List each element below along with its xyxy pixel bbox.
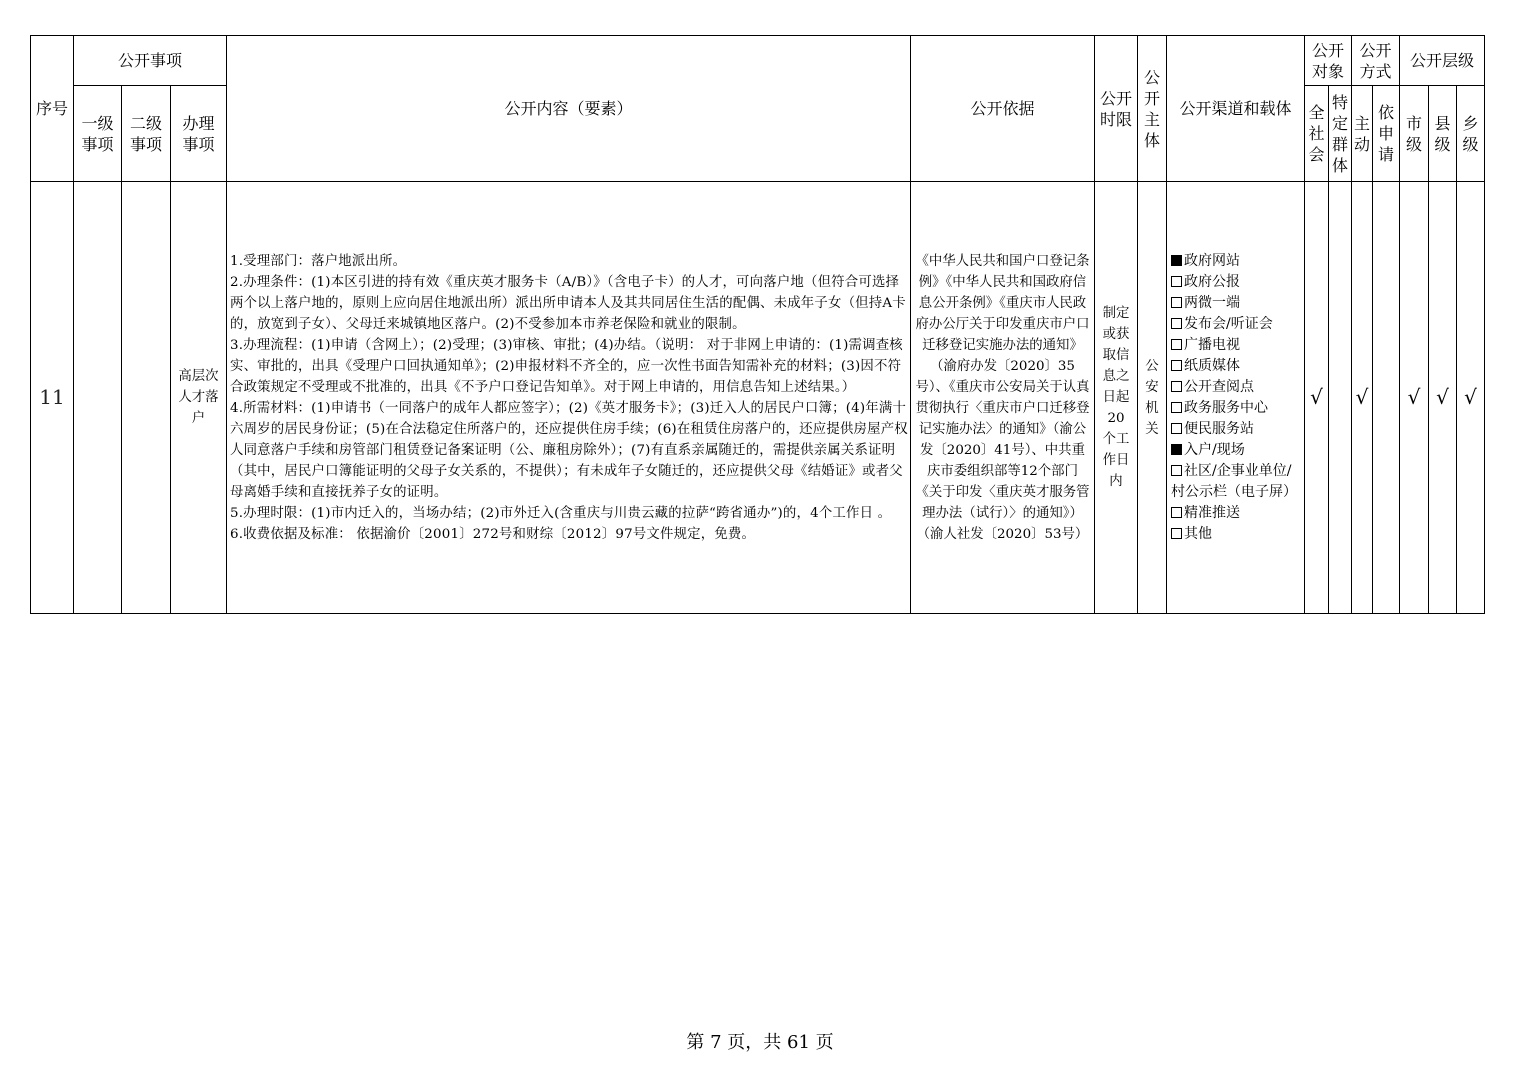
content-line-1: 1.受理部门：落户地派出所。 xyxy=(230,253,407,269)
header-obj-all: 全社会 xyxy=(1305,86,1329,182)
cell-level1 xyxy=(74,182,122,614)
header-seq: 序号 xyxy=(31,36,74,182)
content-line-2: 2.办理条件：(1)本区引进的持有效《重庆英才服务卡（A/B）》（含电子卡）的人才，可向落户地（但符合可选择两个以上落户地的，原则上应向居住地派出所）派出所申请本人及其共同居住生活的配偶、未成年子女（但持A卡的，放宽到子女）、父母迁来城镇地区落户。(2)不受参加本市养老保险和就业的限制。 xyxy=(230,274,906,332)
cell-obj-all: √ xyxy=(1305,182,1329,614)
cell-channels xyxy=(1167,182,1305,614)
cell-lv-town: √ xyxy=(1457,182,1485,614)
content-line-6: 6.收费依据及标准： 依据渝价〔2001〕272号和财综〔2012〕97号文件规定，免费。 xyxy=(230,526,756,542)
checkbox-icon xyxy=(1171,381,1182,392)
header-lv-city: 市级 xyxy=(1400,86,1429,182)
checkbox-icon xyxy=(1171,423,1182,434)
cell-seq: 11 xyxy=(31,182,74,614)
cell-time-limit: 制定或获取信息之日起20个工作日内 xyxy=(1095,182,1138,614)
header-object-group: 公开对象 xyxy=(1305,36,1352,86)
header-time-limit: 公开时限 xyxy=(1095,36,1138,182)
content-line-5: 5.办理时限：(1)市内迁入的，当场办结；(2)市外迁入(含重庆与川贵云藏的拉萨“跨省通办”)的，4个工作日 。 xyxy=(230,505,892,521)
content-line-4: 4.所需材料：(1)申请书（一同落户的成年人都应签字）；(2)《英才服务卡》；(3)迁入人的居民户口簿；(4)年满十六周岁的居民身份证；(5)在合法稳定住所落户的，还应提供住房手续；(6)在租赁住房落户的，还应提供房屋产权人同意落户手续和房管部门租赁登记备案证明（公、廉租房除外）；(7)有直系亲属随迁的，需提供亲属关系证明（其中，居民户口簿能证明的父母子女关系的，不提供）；有未成年子女随迁的，还应提供父母《结婚证》或者父母离婚手续和直接抚养子女的证明。 xyxy=(230,400,908,500)
cell-content xyxy=(227,182,911,614)
page-footer: 第 7 页，共 61 页 xyxy=(686,1032,834,1053)
header-level-group: 公开层级 xyxy=(1400,36,1485,86)
checkbox-icon xyxy=(1171,402,1182,413)
header-level2: 二级事项 xyxy=(122,86,171,182)
table-row xyxy=(31,182,1485,614)
checkbox-icon xyxy=(1171,297,1182,308)
header-subject: 公开主体 xyxy=(1138,36,1167,182)
checkbox-icon xyxy=(1171,276,1182,287)
channel-item: 发布会/听证会 xyxy=(1171,314,1304,335)
header-level1: 一级事项 xyxy=(74,86,122,182)
header-obj-specific: 特定群体 xyxy=(1329,86,1352,182)
header-content: 公开内容（要素） xyxy=(227,36,911,182)
checkbox-icon xyxy=(1171,444,1182,455)
header-channels: 公开渠道和载体 xyxy=(1167,36,1305,182)
channel-item: 社区/企事业单位/村公示栏（电子屏） xyxy=(1171,462,1297,500)
cell-method-active: √ xyxy=(1352,182,1373,614)
header-method-apply: 依申请 xyxy=(1373,86,1400,182)
channel-item: 精准推送 xyxy=(1171,503,1304,524)
header-method-active: 主动 xyxy=(1352,86,1373,182)
checkbox-icon xyxy=(1171,507,1182,518)
content-line-3: 3.办理流程：(1)申请（含网上）；(2)受理；(3)审核、审批；(4)办结。（说明： 对于非网上申请的：(1)需调查核实、审批的，出具《受理户口回执通知单》；(2)申报材料不齐全的，应一次性书面告知需补充的材料；(3)因不符合政策规定不受理或不批准的，出具《不予户口登记告知单》。对于网上申请的，用信息告知上述结果。） xyxy=(230,337,903,395)
checkbox-icon xyxy=(1171,339,1182,350)
cell-method-apply xyxy=(1373,182,1400,614)
channel-item: 纸质媒体 xyxy=(1171,356,1304,377)
cell-lv-county: √ xyxy=(1429,182,1457,614)
header-handle: 办理事项 xyxy=(171,86,227,182)
checkbox-icon xyxy=(1171,465,1182,476)
cell-obj-specific xyxy=(1329,182,1352,614)
checkbox-icon xyxy=(1171,318,1182,329)
cell-lv-city: √ xyxy=(1400,182,1429,614)
cell-handle: 高层次人才落户 xyxy=(171,182,227,614)
cell-subject: 公安机关 xyxy=(1138,182,1167,614)
header-basis: 公开依据 xyxy=(911,36,1095,182)
checkbox-icon xyxy=(1171,360,1182,371)
header-items-group: 公开事项 xyxy=(74,36,227,86)
channel-item: 政务服务中心 xyxy=(1171,398,1304,419)
cell-level2 xyxy=(122,182,171,614)
channel-item: 便民服务站 xyxy=(1171,419,1304,440)
checkbox-icon xyxy=(1171,255,1182,266)
channel-item: 广播电视 xyxy=(1171,335,1304,356)
channel-item: 其他 xyxy=(1171,524,1304,545)
channel-item: 入户/现场 xyxy=(1171,440,1304,461)
channel-item: 政府公报 xyxy=(1171,272,1304,293)
checkbox-icon xyxy=(1171,528,1182,539)
channel-item: 政府网站 xyxy=(1171,251,1304,272)
header-method-group: 公开方式 xyxy=(1352,36,1400,86)
channel-item: 两微一端 xyxy=(1171,293,1304,314)
cell-basis: 《中华人民共和国户口登记条例》《中华人民共和国政府信息公开条例》《重庆市人民政府办公厅关于印发重庆市户口迁移登记实施办法的通知》（渝府办发〔2020〕35号）、《重庆市公安局关于认真贯彻执行〈重庆市户口迁移登记实施办法〉的通知》（渝公发〔2020〕41号）、中共重庆市委组织部等12个部门《关于印发〈重庆英才服务管理办法（试行）〉的通知》）（渝人社发〔2020〕53号） xyxy=(911,182,1095,614)
header-lv-town: 乡级 xyxy=(1457,86,1485,182)
disclosure-table xyxy=(30,35,1485,614)
channel-item: 公开查阅点 xyxy=(1171,377,1304,398)
header-lv-county: 县级 xyxy=(1429,86,1457,182)
